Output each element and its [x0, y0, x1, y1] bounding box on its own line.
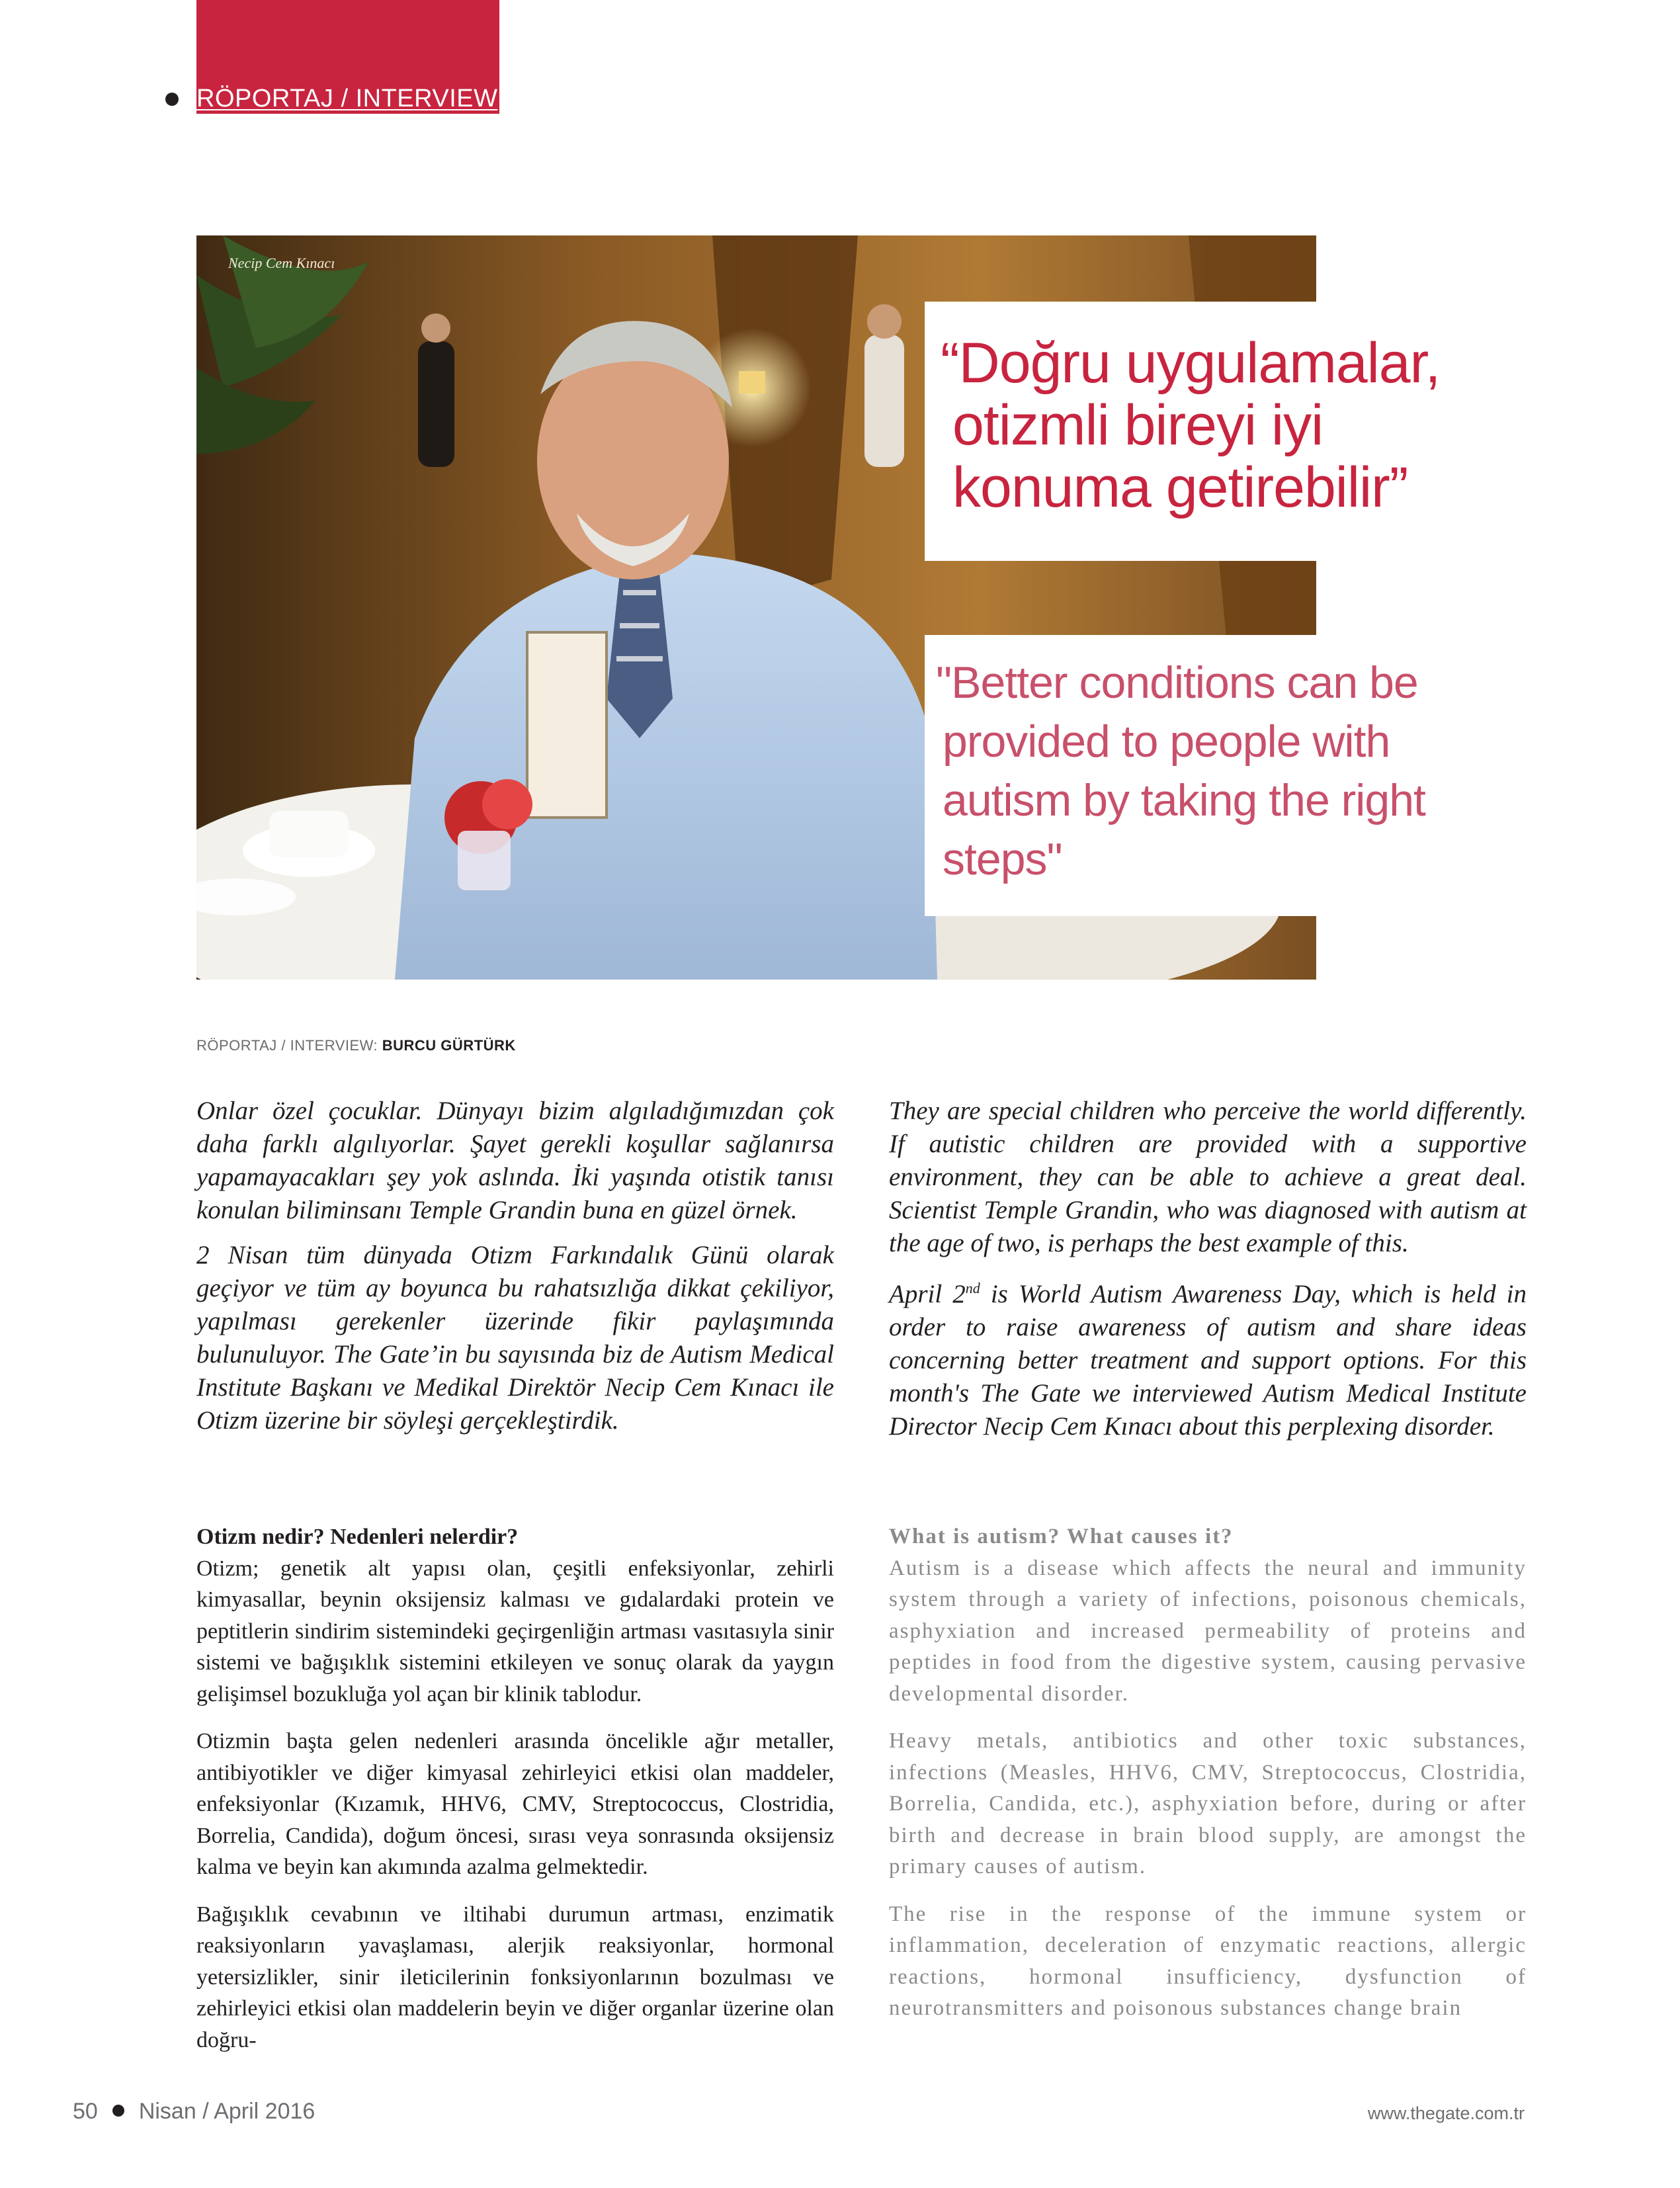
- intro-english: [889, 1095, 1527, 1455]
- byline-prefix: RÖPORTAJ / INTERVIEW:: [196, 1037, 382, 1054]
- pull-quote-english-line: "Better conditions can be: [936, 657, 1418, 708]
- body-turkish: [196, 1521, 834, 2072]
- page-number: 50: [73, 2099, 98, 2124]
- pull-quote-turkish-line: konuma getirebilir”: [952, 456, 1408, 519]
- pull-quote-english-line: provided to people with: [943, 716, 1390, 767]
- question-heading: What is autism? What causes it?: [889, 1525, 1234, 1548]
- photo-caption: Necip Cem Kınacı: [228, 255, 335, 271]
- website-url: www.thegate.com.tr: [1367, 2103, 1525, 2123]
- body-paragraph: Otizmin başta gelen nedenleri arasında öncelikle ağır metaller, antibiyotikler ve diğer kimyasal zehirleyici etkisi olan maddeler, enfeksiyonlar (Kızamık, HHV6, CMV, Streptococcus, Clostridia, Borrelia, Candida), doğum öncesi, sırası veya sonrasında oksijensiz kalma ve beyin kan akımında azalma gelmektedir.: [196, 1729, 834, 1879]
- body-paragraph: The rise in the response of the immune system or inflammation, deceleration of enzymatic reactions, allergic reactions, hormonal insufficiency, dysfunction of neurotransmitters and poisonous substances change brain: [889, 1902, 1527, 2020]
- body-paragraph: Bağışıklık cevabının ve iltihabi durumun artması, enzimatik reaksiyonların yavaşlaması, alerjik reaksiyonlar, hormonal yetersizlikler, sinir ileticilerinin fonksiyonlarının bozulması ve zehirleyici etkisi olan maddelerin beyin ve diğer organlar üzerine olan doğru-: [196, 1902, 834, 2052]
- pull-quote-english: [936, 653, 1538, 889]
- intro-turkish: [196, 1095, 834, 1449]
- body-paragraph: Otizm; genetik alt yapısı olan, çeşitli enfeksiyonlar, zehirli kimyasallar, beynin oksijensiz kalması ve gıdalardaki protein ve peptitlerin sindirim sistemindeki geçirgenliğin artması vasıtasıyla sinir sistemi ve bağışıklık sistemini etkileyen ve sonuç olarak da yaygın gelişimsel bozukluğa yol açan bir klinik tablodur.: [196, 1556, 834, 1706]
- body-paragraph: Autism is a disease which affects the neural and immunity system through a variety of infections, poisonous chemicals, asphyxiation and increased permeability of proteins and peptides in food from the digestive system, causing pervasive developmental disorder.: [889, 1556, 1527, 1706]
- intro-paragraph: [889, 1272, 1527, 1443]
- byline: [196, 1037, 516, 1054]
- intro-date-suffix: nd: [965, 1280, 980, 1296]
- pull-quote-english-line: autism by taking the right: [943, 775, 1425, 825]
- pull-quote-turkish-line: otizmli bireyi iyi: [952, 394, 1323, 457]
- intro-paragraph: Onlar özel çocuklar. Dünyayı bizim algıladığımızdan çok daha farklı algılıyorlar. Şayet gerekli koşullar sağlanırsa yapamayacakları şey yok aslında. İki yaşında otistik tanısı konulan biliminsanı Temple Grandin buna en güzel örnek.: [196, 1097, 834, 1224]
- intro-paragraph: 2 Nisan tüm dünyada Otizm Farkındalık Günü olarak geçiyor ve tüm ay boyunca bu rahatsızlığa dikkat çekiliyor, yapılması gerekenler üzerinde fikir paylaşımında bulunuluyor. The Gate’in bu sayısında biz de Autism Medical Institute Başkanı ve Medikal Direktör Necip Cem Kınacı ile Otizm üzerine bir söyleşi gerçekleştirdik.: [196, 1241, 834, 1435]
- intro-date: April 2: [889, 1280, 966, 1308]
- byline-author: BURCU GÜRTÜRK: [382, 1037, 516, 1054]
- question-heading: Otizm nedir? Nedenleri nelerdir?: [196, 1525, 519, 1549]
- intro-paragraph-text: is World Autism Awareness Day, which is held in order to raise awareness of autism and share ideas concerning better treatment and support options. For this month's The Gate we interviewed Autism Medical Institute Director Necip Cem Kınacı about this perplexing disorder.: [889, 1280, 1527, 1441]
- pull-quote-english-line: steps": [943, 834, 1062, 884]
- bullet-dot-icon: [112, 2105, 124, 2117]
- pull-quote-turkish-line: “Doğru uygulamalar,: [941, 331, 1441, 395]
- footer-left: [73, 2099, 315, 2125]
- pull-quote-turkish: [941, 332, 1536, 519]
- issue-date: Nisan / April 2016: [138, 2099, 315, 2124]
- intro-paragraph: They are special children who perceive the world differently. If autistic children are provided with a supportive environment, they can be able to achieve a great deal. Scientist Temple Grandin, who was diagnosed with autism at the age of two, is perhaps the best example of this.: [889, 1097, 1527, 1257]
- section-label: RÖPORTAJ / INTERVIEW: [196, 85, 498, 112]
- body-paragraph: Heavy metals, antibiotics and other toxic substances, infections (Measles, HHV6, CMV, Streptococcus, Clostridia, Borrelia, Candida, etc.), asphyxiation before, during or after birth and decrease in brain blood supply, are amongst the primary causes of autism.: [889, 1729, 1527, 1878]
- bullet-dot-icon: [165, 93, 179, 106]
- body-english: [889, 1521, 1527, 2041]
